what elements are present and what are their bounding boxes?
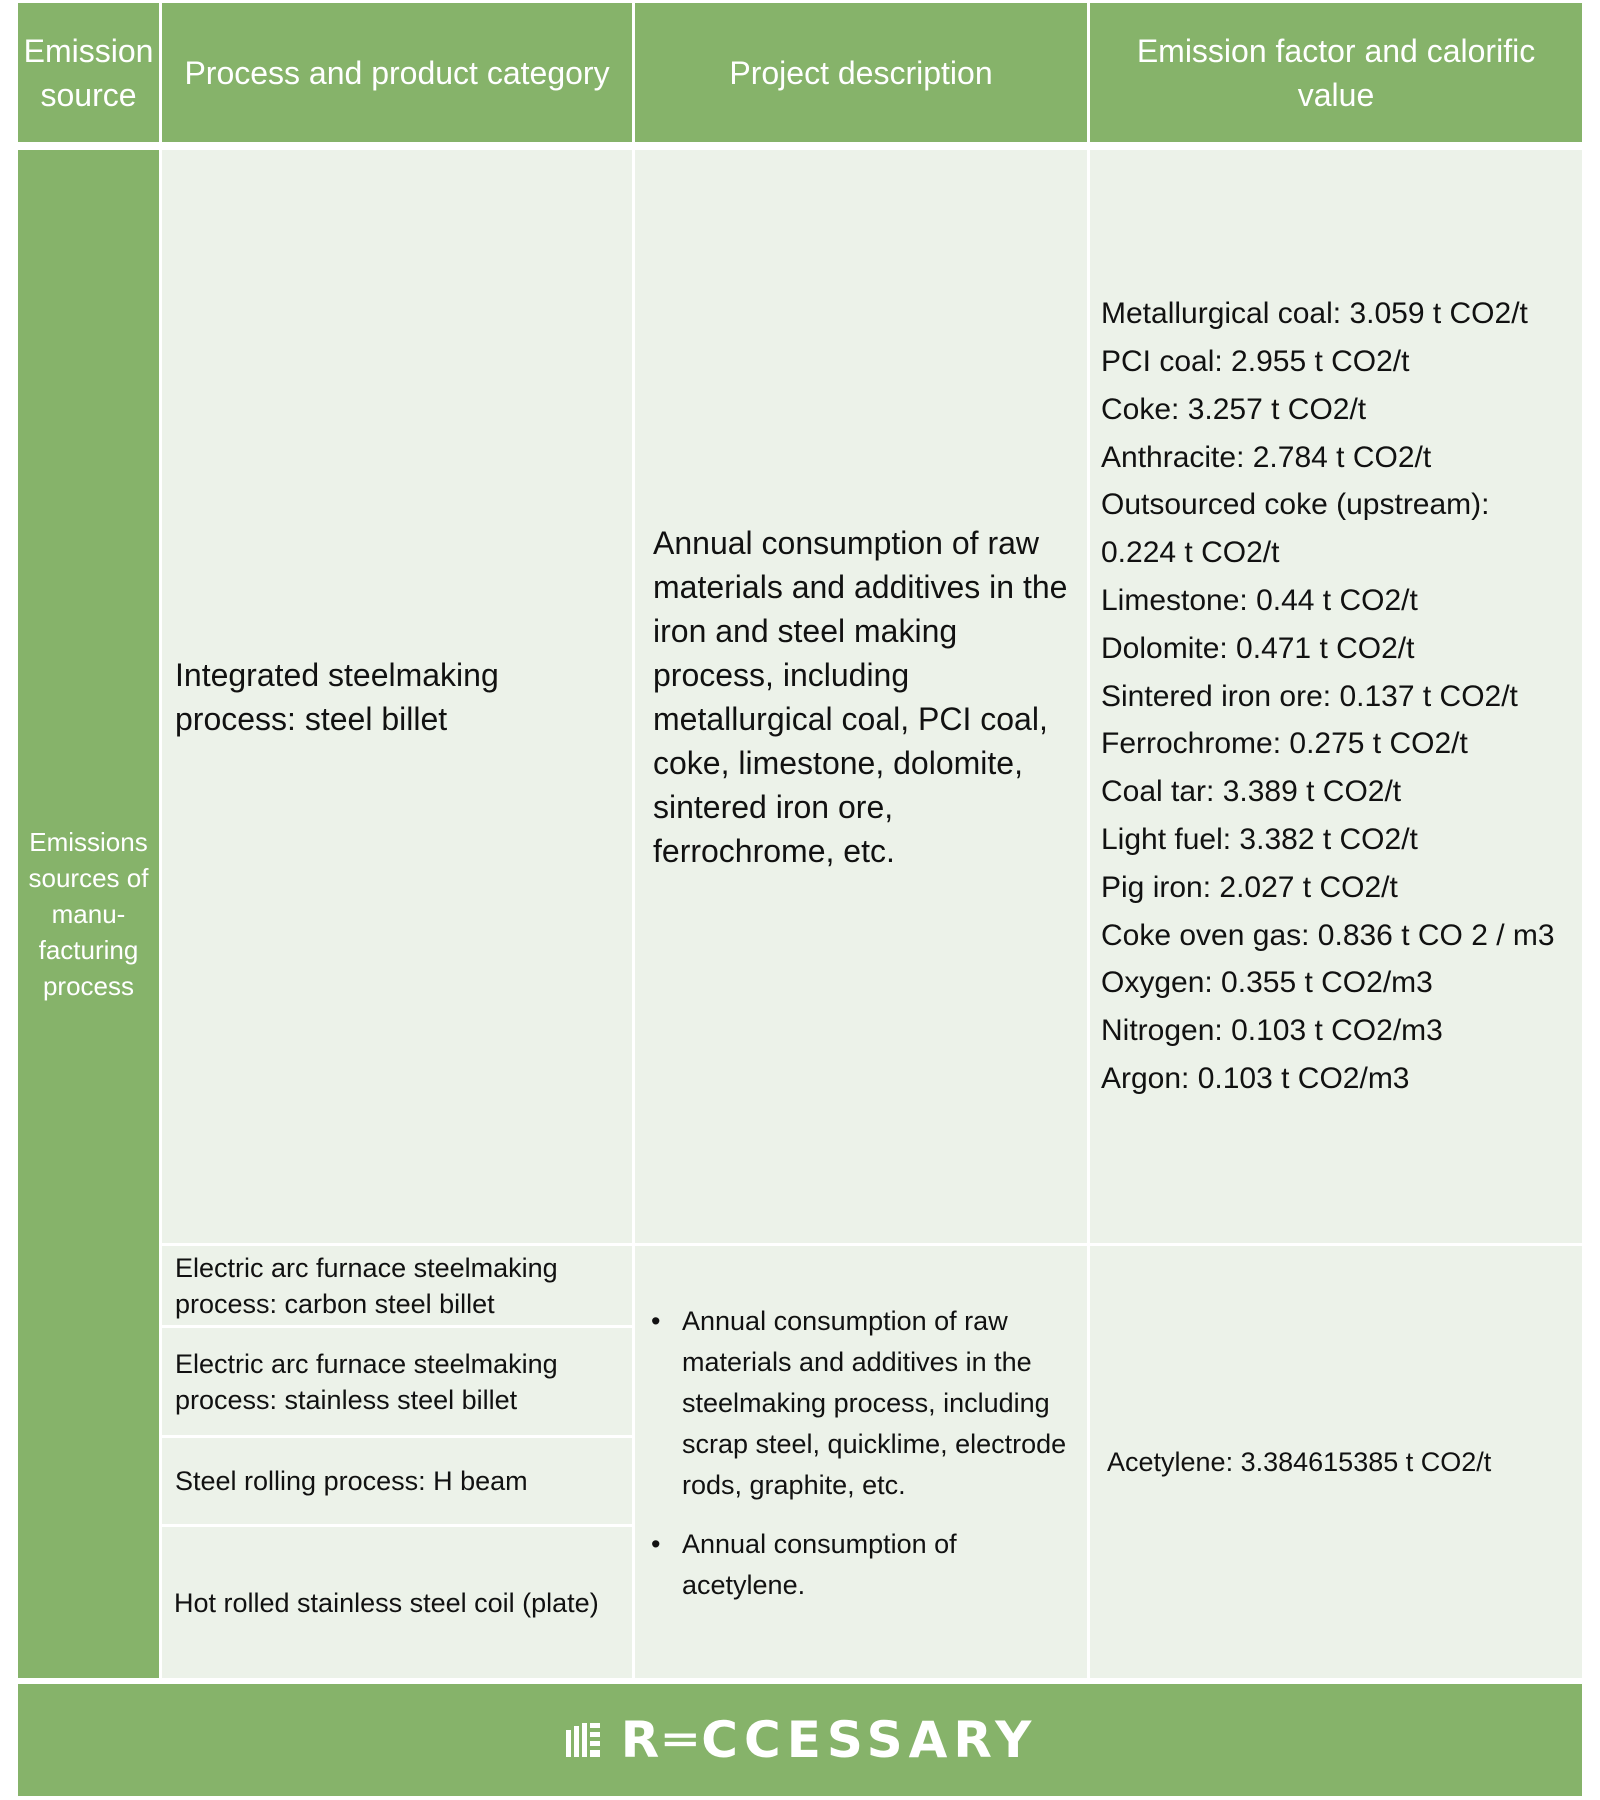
emission-source-cell [18,150,159,1678]
category-eaf-stainless-text: Electric arc furnace steelmaking process: stainless steel billet [175,1348,558,1415]
footer-brand-text: R═CCESSARY [620,1711,1038,1769]
integrated-factors-cell [1090,150,1582,1243]
footer-bar [18,1684,1582,1796]
header-project-description-text: Project description [729,54,993,91]
factor-line: Oxygen: 0.355 t CO2/m3 [1101,966,1433,1000]
factor-line: Light fuel: 3.382 t CO2/t [1101,822,1418,856]
integrated-description-cell [635,150,1087,1243]
header-project-description [635,3,1087,142]
header-emission-source [18,3,159,142]
emission-source-label: Emissions sources of manu-facturing process [28,827,149,1001]
category-h-beam-cell [162,1438,632,1524]
integrated-factors-list [1101,290,1576,1103]
factor-line: 0.224 t CO2/t [1101,536,1280,570]
factor-line: Coke: 3.257 t CO2/t [1101,392,1367,426]
integrated-description-text: Annual consumption of raw materials and additives in the iron and steel making process, including metallurgical coal, PCI coal, coke, limestone, dolomite, sintered iron ore, ferrochrome, etc. [653,524,1068,869]
header-emission-factor [1090,3,1582,142]
secondary-factor-text: Acetylene: 3.384615385 t CO2/t [1107,1447,1492,1477]
factor-line: Nitrogen: 0.103 t CO2/m3 [1101,1014,1443,1048]
factor-line: Outsourced coke (upstream): [1101,488,1490,522]
secondary-bullet-list [635,1301,1081,1624]
factor-line: Ferrochrome: 0.275 t CO2/t [1101,727,1468,761]
category-hot-rolled-cell [162,1527,632,1678]
factor-line: Dolomite: 0.471 t CO2/t [1101,631,1415,665]
factor-line: Sintered iron ore: 0.137 t CO2/t [1101,679,1518,713]
factor-line: Coke oven gas: 0.836 t CO 2 / m3 [1101,918,1555,952]
factor-line: Metallurgical coal: 3.059 t CO2/t [1101,297,1528,331]
factor-line: Argon: 0.103 t CO2/m3 [1101,1061,1410,1095]
reccessary-logo-icon [563,1720,603,1760]
header-process-category [162,3,632,142]
integrated-category-cell [162,150,632,1243]
category-eaf-stainless-cell [162,1328,632,1435]
category-eaf-carbon-text: Electric arc furnace steelmaking process: carbon steel billet [175,1252,558,1319]
factor-line: PCI coal: 2.955 t CO2/t [1101,345,1410,379]
factor-line: Pig iron: 2.027 t CO2/t [1101,870,1398,904]
integrated-category-text: Integrated steelmaking process: steel billet [175,656,499,737]
secondary-factor-cell [1090,1246,1582,1678]
header-process-category-text: Process and product category [184,54,610,91]
factor-line: Limestone: 0.44 t CO2/t [1101,584,1418,617]
bullet-item: • Annual consumption of acetylene. [682,1524,1081,1606]
category-h-beam-text: Steel rolling process: H beam [175,1466,528,1496]
header-emission-factor-text: Emission factor and calorific value [1136,32,1536,113]
factor-line: Anthracite: 2.784 t CO2/t [1101,440,1432,474]
header-emission-source-text: Emission source [23,32,154,113]
category-hot-rolled-text: Hot rolled stainless steel coil (plate) [174,1587,599,1618]
secondary-description-cell [635,1246,1087,1678]
factor-line: Coal tar: 3.389 t CO2/t [1101,775,1402,809]
bullet-item: • Annual consumption of raw materials and additives in the steelmaking process, including scrap steel, quicklime, electrode rods, graphite, etc. [682,1301,1081,1506]
category-eaf-carbon-cell [162,1246,632,1325]
